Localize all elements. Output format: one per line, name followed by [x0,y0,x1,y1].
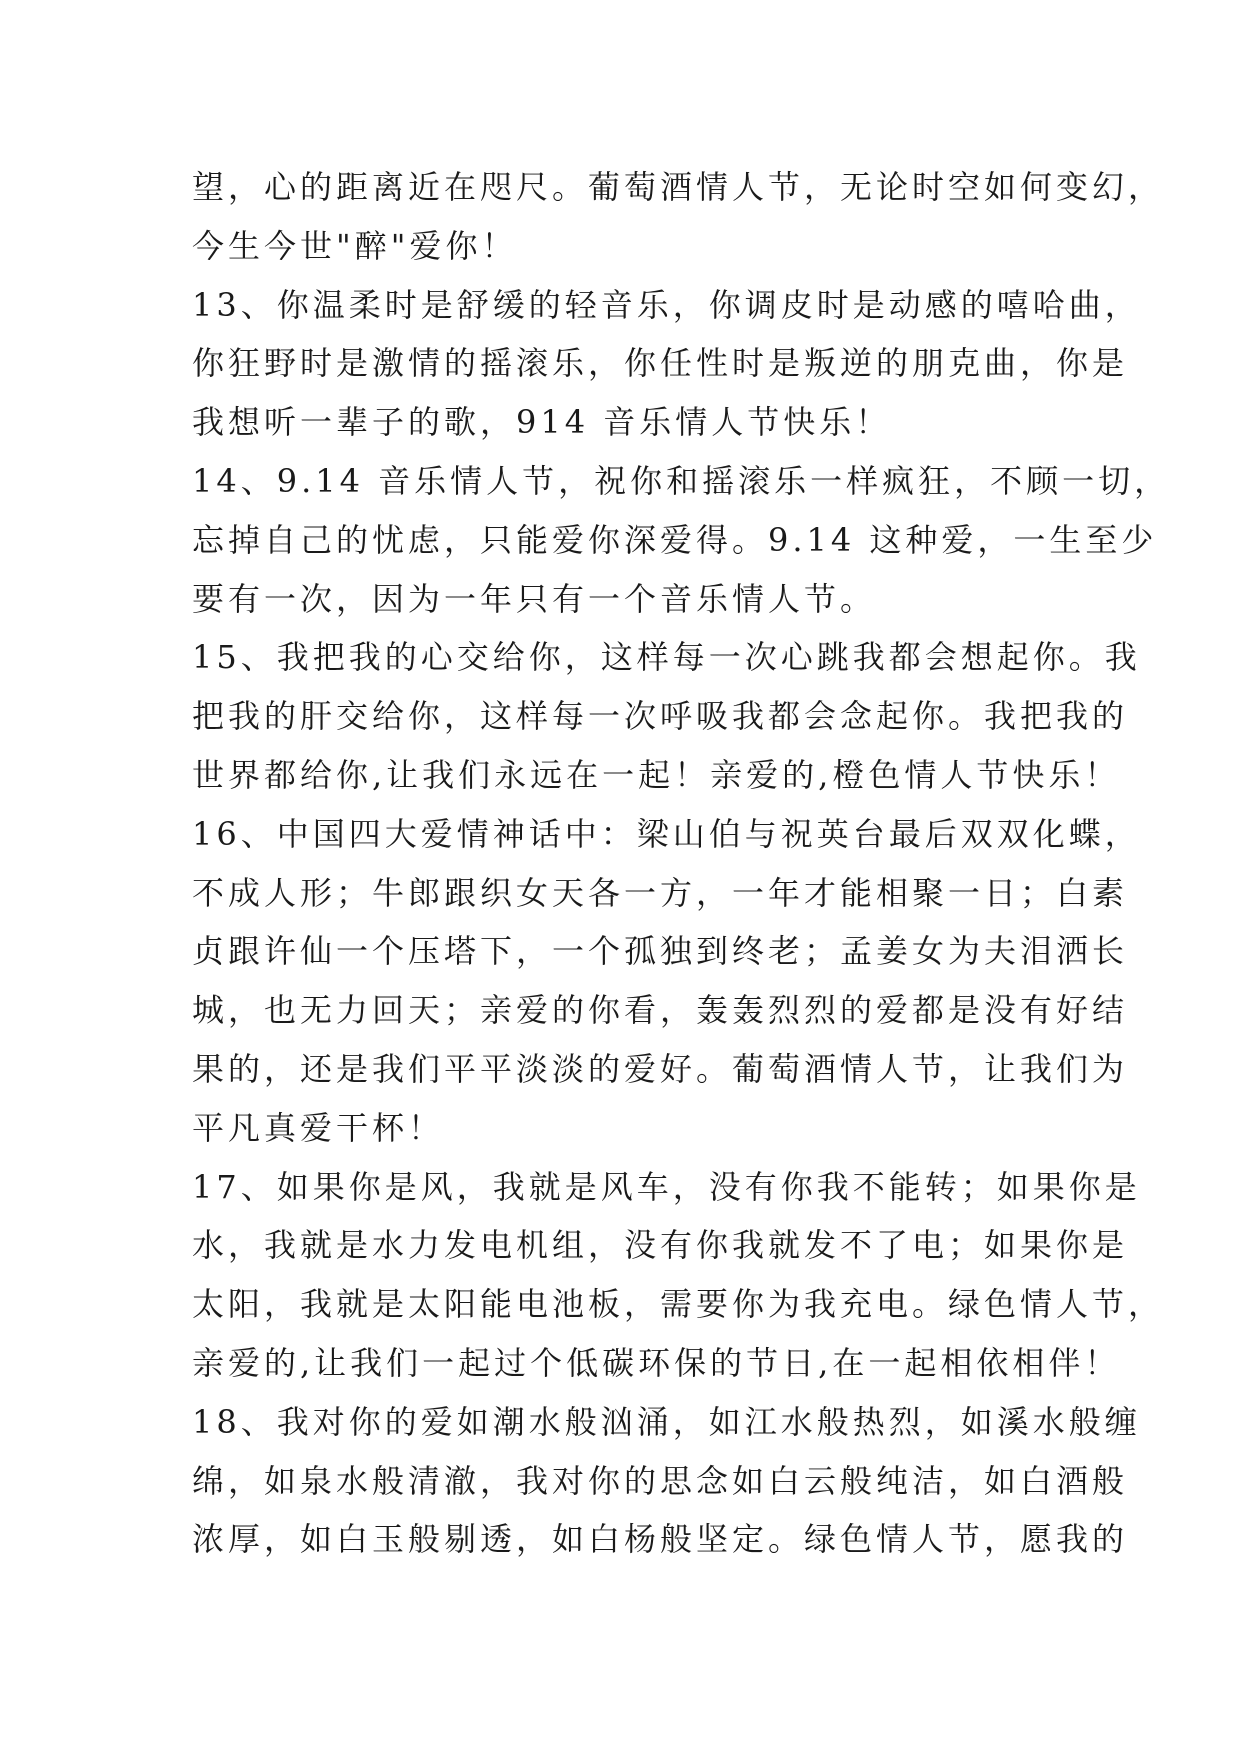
text-line: 平凡真爱干杯！ [192,1108,445,1147]
text-line: 16、中国四大爱情神话中：梁山伯与祝英台最后双双化蝶， [192,814,1141,853]
text-line: 17、如果你是风，我就是风车，没有你我不能转；如果你是 [192,1167,1141,1206]
text-line: 我想听一辈子的歌，914 音乐情人节快乐！ [192,403,892,442]
text-line: 亲爱的,让我们一起过个低碳环保的节日,在一起相依相伴！ [192,1343,1121,1382]
text-line: 不成人形；牛郎跟织女天各一方，一年才能相聚一日；白素 [192,873,1129,912]
text-line: 水，我就是水力发电机组，没有你我就发不了电；如果你是 [192,1226,1129,1265]
text-line: 把我的肝交给你，这样每一次呼吸我都会念起你。我把我的 [192,697,1129,736]
text-line: 贞跟许仙一个压塔下，一个孤独到终老；孟姜女为夫泪洒长 [192,932,1129,971]
text-line: 你狂野时是激情的摇滚乐，你任性时是叛逆的朋克曲，你是 [192,344,1129,383]
text-line: 14、9.14 音乐情人节，祝你和摇滚乐一样疯狂，不顾一切， [192,461,1171,500]
text-line: 太阳，我就是太阳能电池板，需要你为我充电。绿色情人节， [192,1285,1165,1324]
text-line: 要有一次，因为一年只有一个音乐情人节。 [192,579,877,618]
text-line: 世界都给你,让我们永远在一起！亲爱的,橙色情人节快乐！ [192,755,1121,794]
text-line: 13、你温柔时是舒缓的轻音乐，你调皮时是动感的嘻哈曲， [192,285,1141,324]
text-line: 18、我对你的爱如潮水般汹涌，如江水般热烈，如溪水般缠 [192,1402,1141,1441]
text-line: 绵，如泉水般清澈，我对你的思念如白云般纯洁，如白酒般 [192,1461,1129,1500]
text-line: 浓厚，如白玉般剔透，如白杨般坚定。绿色情人节，愿我的 [192,1520,1129,1559]
text-line: 城，也无力回天；亲爱的你看，轰轰烈烈的爱都是没有好结 [192,991,1129,1030]
text-line: 果的，还是我们平平淡淡的爱好。葡萄酒情人节，让我们为 [192,1049,1129,1088]
text-line: 望，心的距离近在咫尺。葡萄酒情人节，无论时空如何变幻， [192,168,1165,206]
text-line: 忘掉自己的忧虑，只能爱你深爱得。9.14 这种爱，一生至少 [192,520,1158,559]
body-text [192,158,1171,1569]
text-line: 今生今世"醉"爱你！ [192,226,518,265]
text-line: 15、我把我的心交给你，这样每一次心跳我都会想起你。我 [192,638,1141,677]
